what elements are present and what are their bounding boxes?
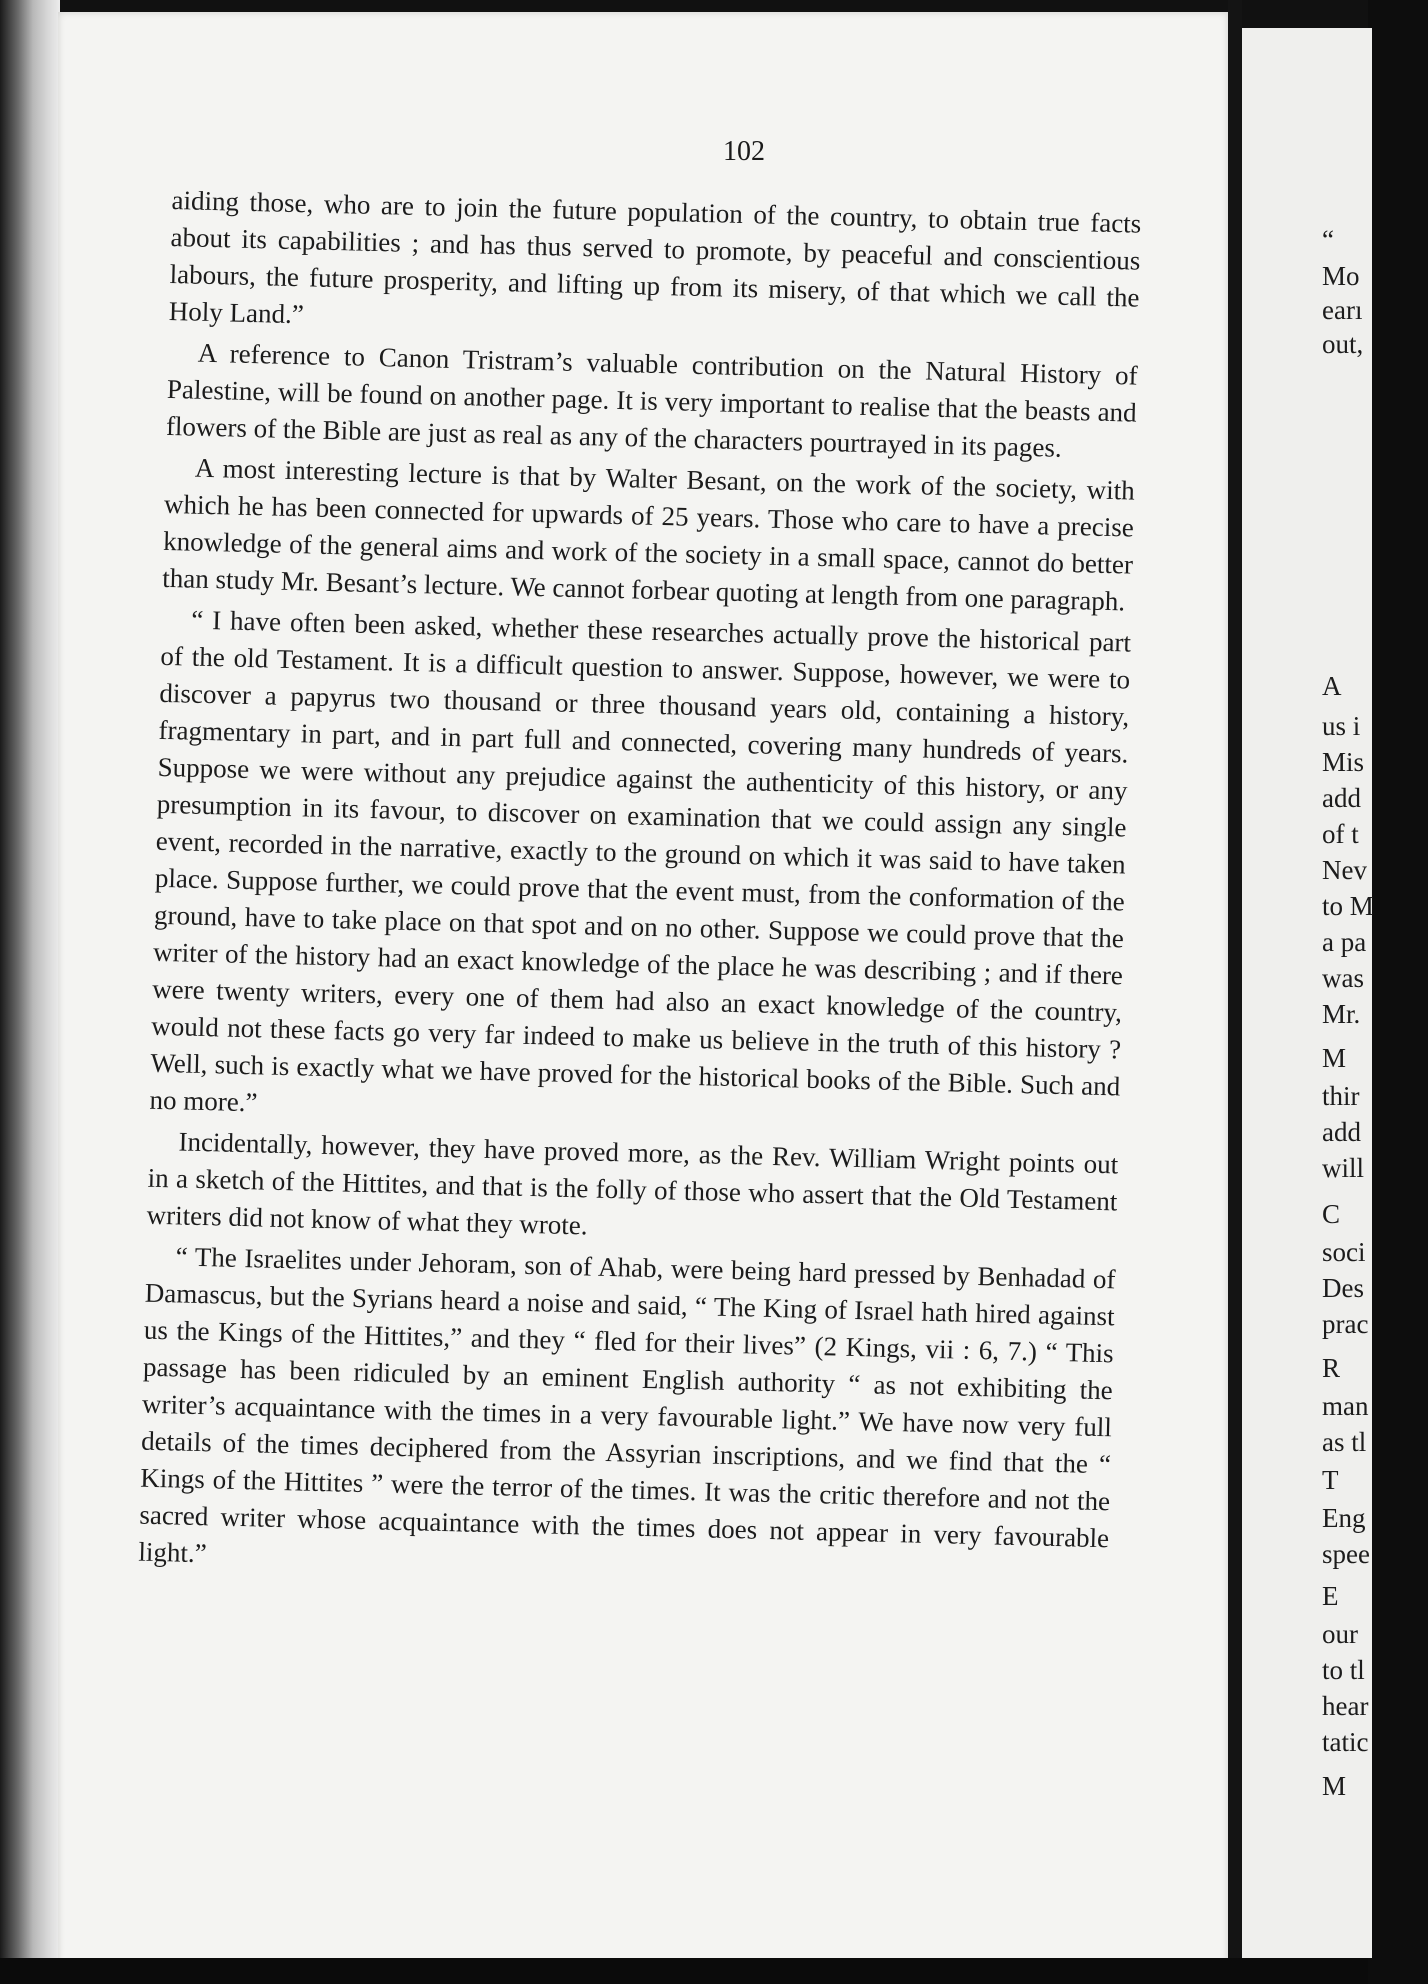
paragraph: A most interesting lecture is that by Walter Besant, on the work of the society, with which he has been connected for upwards of 25 years. Those who care to have a precise knowledge of the general aims and work of the society in a small space, cannot do better than study Mr. Besant’s lecture. We cannot forbear quoting at length from one paragraph. [161,452,1136,617]
facing-fragment: spee [1322,1539,1370,1569]
paragraph: aiding those, who are to join the future population of the country, to obtain true facts about its capabilities ; and has thus served to promote, by peaceful and conscientious labours, the future prosperity, and lifting up from its misery, of that which we call the Holy Land.” [168,184,1142,330]
facing-fragment: Des [1322,1273,1364,1303]
paragraph: A reference to Canon Tristram’s valuable contribution on the Natural History of Palestine, will be found on another page. It is very important to realise that the beasts and flowers of the Bible are just as real as any of the characters pourtrayed in its pages. [165,337,1138,463]
facing-fragment: add [1322,783,1361,813]
facing-fragment: our [1322,1619,1358,1649]
facing-fragment: will [1322,1153,1365,1183]
facing-fragment: out, [1322,329,1364,359]
facing-fragment: earı [1322,295,1363,325]
facing-fragment: was [1322,963,1364,993]
facing-fragment: of t [1322,819,1359,849]
facing-fragment: Mo [1322,261,1360,291]
facing-fragment: T [1322,1465,1339,1495]
scan-bottom-edge [0,1958,1368,1984]
facing-fragment: Eng [1322,1503,1366,1533]
facing-fragment: E [1322,1581,1339,1611]
page-number: 102 [723,136,765,167]
facing-fragment: soci [1322,1237,1366,1267]
facing-fragment: to tl [1322,1655,1365,1685]
quoted-paragraph: “ The Israelites under Jehoram, son of Ahab, were being hard pressed by Benhadad of Damascus, but the Syrians heard a noise and said, “ The King of Israel hath hired against us the Kings of the Hittites,” and they “ fled for their lives” (2 Kings, vii : 6, 7.) “ This passage has been ridiculed by an eminent English authority “ as not exhibiting the writer’s acquaintance with the times in a very favourable light.” We have now very full details of the times deciphered from the Assyrian inscriptions, and we find that the “ Kings of the Hittites ” were the terror of the times. It was the critic therefore and not the sacred writer whose acquaintance with the times does not appear in very favourable light.” [138,1241,1116,1569]
facing-fragment: a pa [1322,927,1367,957]
facing-fragment: add [1322,1117,1361,1147]
paragraph: Incidentally, however, they have proved more, as the Rev. William Wright points out in a sketch of the Hittites, and that is the folly of those who assert that the Old Testament writers did not know of what they wrote. [146,1126,1119,1241]
facing-fragment: man [1322,1391,1369,1421]
book-gutter [1228,0,1242,1984]
facing-fragment: tatic [1322,1727,1369,1757]
facing-fragment: M [1322,1771,1347,1801]
book-edge-shadow [0,0,60,1984]
facing-fragment: Nev [1322,855,1367,885]
facing-fragment: M [1322,1043,1347,1073]
facing-fragment: “ [1322,225,1334,255]
facing-fragment: R [1322,1353,1341,1383]
facing-fragment: C [1322,1199,1341,1229]
quoted-paragraph: “ I have often been asked, whether these researches actually prove the historical part of the old Testament. It is a difficult question to answer. Suppose, however, we were to discover a papyrus two thousand or three thousand years old, containing a history, fragmentary in part, and in part full and connected, covering many hundreds of years. Suppose we were without any prejudice against the authenticity of this history, or any presumption in its favour, to discover on examination that we could assign any single event, recorded in the narrative, exactly to the ground on which it was said to have taken place. Suppose further, we could prove that the event must, from the conformation of the ground, have to take place on that spot and on no other. Suppose we could prove that the writer of the history had an exact knowledge of the place he was describing ; and if there were twenty writers, every one of them had also an exact knowledge of the country, would not these facts go very far indeed to make us believe in the truth of this history ? Well, such is exactly what we have proved for the historical books of the Bible. Such and no more.” [149,604,1132,1118]
facing-fragment: Mr. [1322,999,1361,1029]
facing-fragment: prac [1322,1309,1369,1339]
page-body-text [138,182,1142,1598]
facing-fragment: hear [1322,1691,1369,1721]
facing-fragment: to M [1322,891,1374,921]
facing-fragment: as tl [1322,1427,1367,1457]
facing-fragment: thir [1322,1081,1360,1111]
facing-fragment: A [1322,671,1342,701]
facing-fragment: us i [1322,711,1361,741]
facing-fragment: Mis [1322,747,1365,777]
